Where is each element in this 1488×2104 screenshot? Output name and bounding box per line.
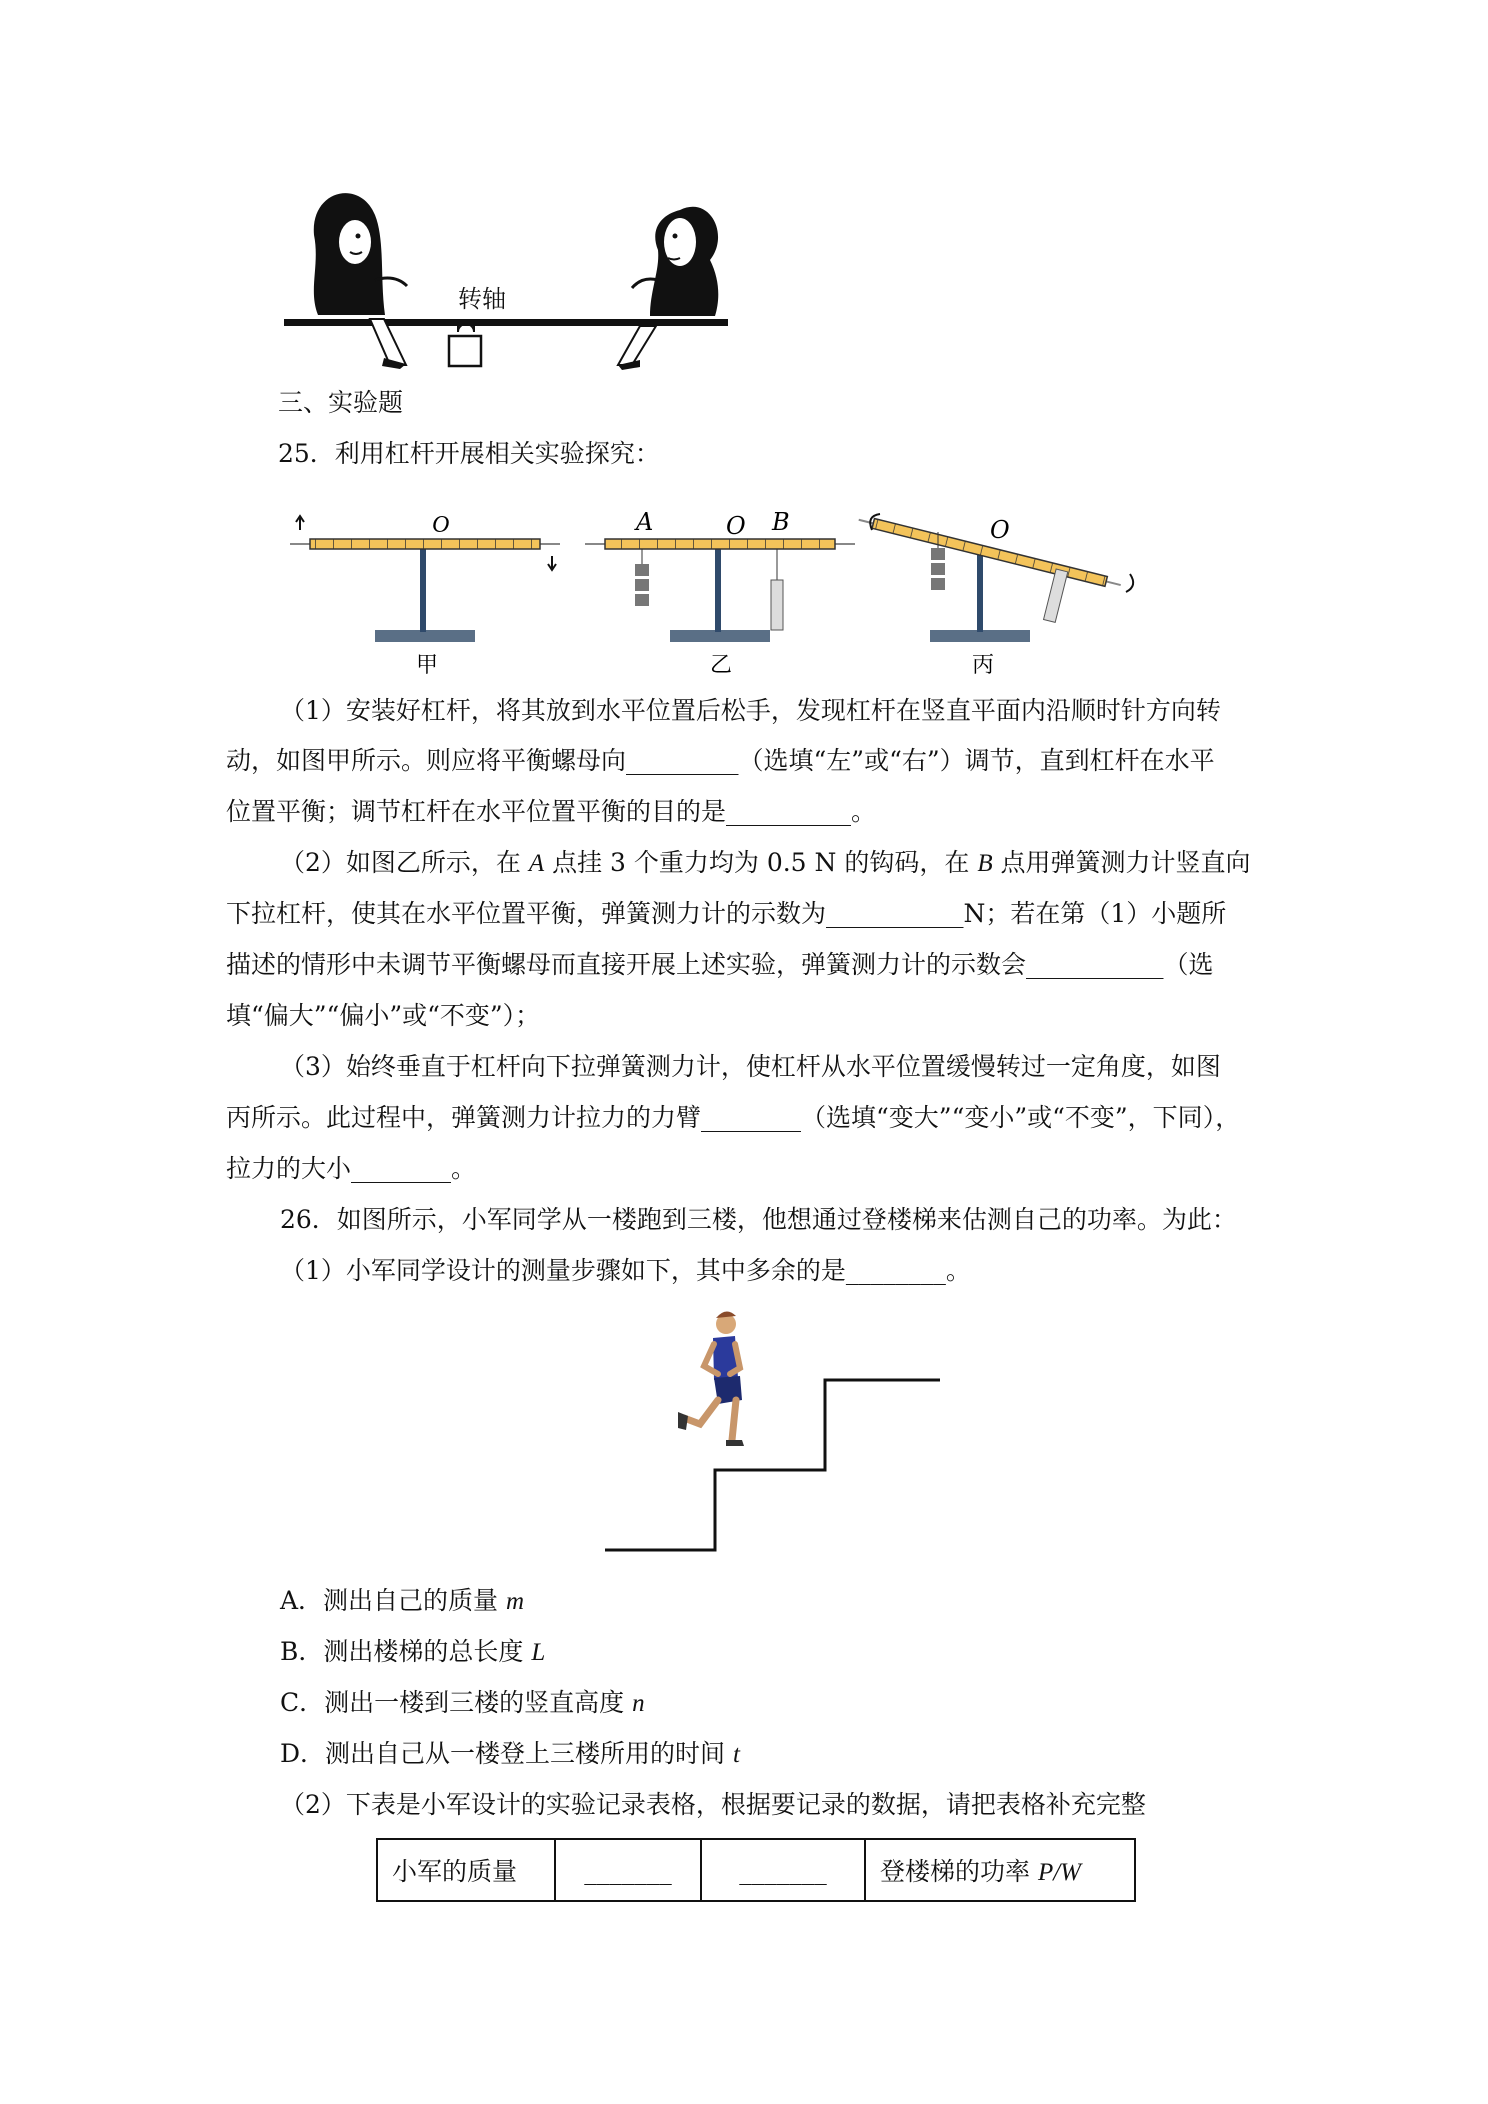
lever-yi [585,508,855,678]
lever-figures [280,500,1180,690]
section-title: 三、实验题 [278,388,404,417]
q25-p3-line2: 丙所示。此过程中，弹簧测力计拉力的力臂________（选填“变大”“变小”或“不变”，下同）， [226,1103,1241,1132]
seesaw-figure [280,180,740,375]
q26-option-c: C．测出一楼到三楼的竖直高度 n [280,1688,645,1717]
q25-p2-line3: 描述的情形中未调节平衡螺母而直接开展上述实验，弹簧测力计的示数会___________（选 [226,950,1214,979]
q25-p1-line1: （1）安装好杠杆，将其放到水平位置后松手，发现杠杆在竖直平面内沿顺时针方向转 [280,696,1221,725]
table-cell-blank-1: _______ [555,1839,701,1901]
label-yi: 乙 [710,653,733,678]
table-row [377,1839,1135,1901]
pivot-label: 转轴 [458,285,506,313]
q26-p1: （1）小军同学设计的测量步骤如下，其中多余的是________。 [280,1256,971,1285]
q25-p2-line2: 下拉杠杆，使其在水平位置平衡，弹簧测力计的示数为___________N；若在第（1）小题所 [226,899,1227,928]
lever-bing [858,514,1134,678]
q26-p2: （2）下表是小军设计的实验记录表格，根据要记录的数据，请把表格补充完整 [280,1790,1146,1819]
q25-stem: 25．利用杠杆开展相关实验探究： [278,439,660,468]
q25-p2-line4: 填“偏大”“偏小”或“不变”）； [226,1001,541,1030]
label-jia: 甲 [416,653,439,678]
right-child-figure [618,207,718,370]
table-cell-power: 登楼梯的功率 P/W [865,1839,1135,1901]
lever-jia-O: O [432,512,450,538]
q25-p1-line3: 位置平衡；调节杠杆在水平位置平衡的目的是__________。 [226,797,877,826]
label-bing: 丙 [972,653,995,678]
q25-p2-line1: （2）如图乙所示，在 A 点挂 3 个重力均为 0.5 N 的钩码，在 B 点用弹簧测力计竖直向 [280,848,1251,877]
q25-p1-line2: 动，如图甲所示。则应将平衡螺母向_________（选填“左”或“右”）调节，直到杠杆在水平 [226,746,1215,775]
q26-option-b: B．测出楼梯的总长度 L [280,1637,546,1666]
q26-stem: 26．如图所示，小军同学从一楼跑到三楼，他想通过登楼梯来估测自己的功率。为此： [280,1205,1237,1234]
table-cell-mass: 小军的质量 [377,1839,555,1901]
lever-yi-O: O [726,512,746,540]
q26-option-d: D．测出自己从一楼登上三楼所用的时间 t [280,1739,740,1768]
q26-option-a: A．测出自己的质量 m [280,1586,525,1615]
record-table [376,1838,1136,1902]
lever-yi-A: A [636,508,654,536]
q25-p3-line3: 拉力的大小________。 [226,1154,477,1183]
q25-p3-line1: （3）始终垂直于杠杆向下拉弹簧测力计，使杠杆从水平位置缓慢转过一定角度，如图 [280,1052,1221,1081]
lever-yi-B: B [772,508,790,536]
runner-stairs-figure [600,1300,960,1560]
left-child-figure [314,193,407,369]
runner-figure [678,1311,744,1446]
table-cell-blank-2: _______ [701,1839,865,1901]
lever-bing-O: O [990,516,1010,544]
lever-jia [290,512,560,678]
